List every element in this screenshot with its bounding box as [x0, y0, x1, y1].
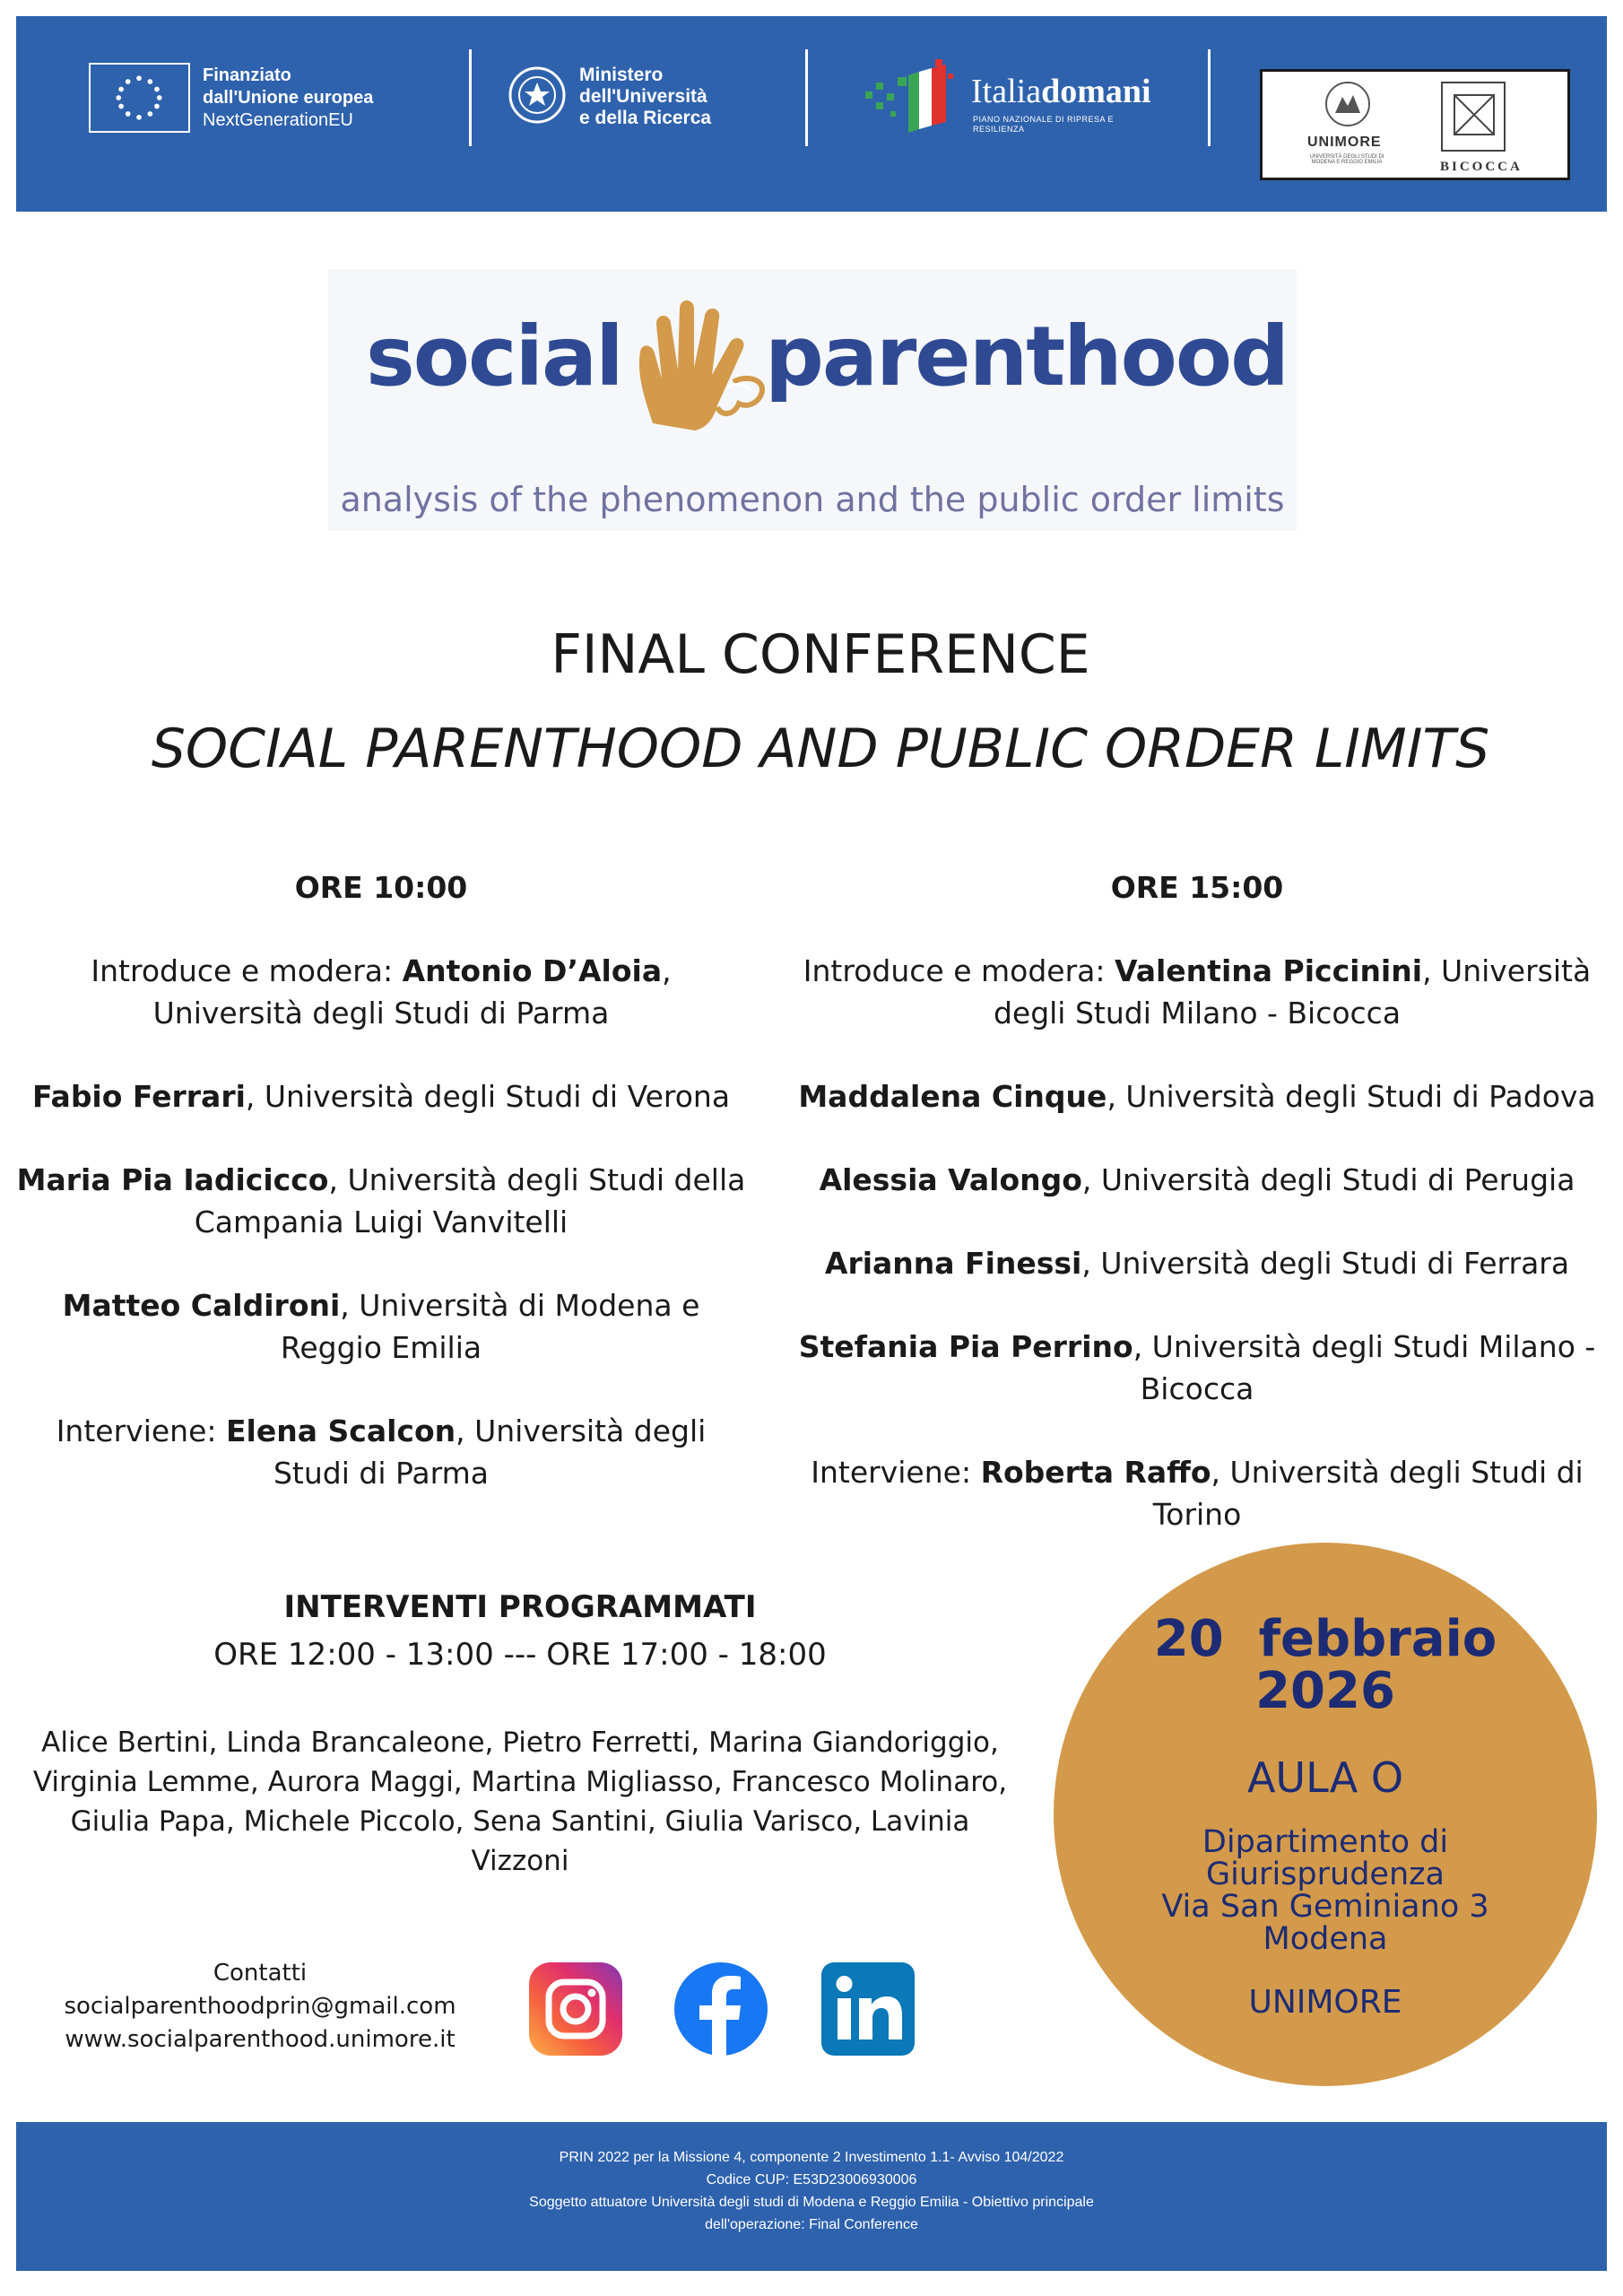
- session-time: ORE 15:00: [1110, 870, 1284, 905]
- speaker-entry: [16, 1075, 746, 1118]
- eu-line2: dall'Unione europea: [203, 88, 374, 108]
- morning-session: [16, 866, 746, 1535]
- contact-email-link[interactable]: socialparenthoodprin@gmail.com: [64, 1993, 456, 2020]
- speaker-name: Fabio Ferrari: [31, 1079, 246, 1114]
- speaker-name: Valentina Piccinini: [1114, 953, 1423, 988]
- session-time: ORE 10:00: [294, 870, 468, 905]
- speaker-affiliation: , Università degli Studi di Perugia: [1081, 1162, 1575, 1197]
- speaker-name: Arianna Finessi: [824, 1246, 1082, 1281]
- contacts-block: [54, 1957, 466, 2057]
- interventi-names: Alice Bertini, Linda Brancaleone, Pietro Ferretti, Marina Giandoriggio, Virginia Lemme, Aurora Maggi, Martina Migliasso, Francesco Molinaro, Giulia Papa, Michele Piccolo, Sena Santini, Giulia Varisco, Lavinia Vizzoni: [32, 1726, 1008, 1877]
- footer-line2: Codice CUP: E53D23006930006: [706, 2172, 917, 2187]
- italian-emblem-icon: [507, 65, 568, 126]
- footer-line3: Soggetto attuatore Università degli studi di Modena e Reggio Emilia - Obiettivo principale: [529, 2195, 1094, 2210]
- contact-website-link[interactable]: www.socialparenthood.unimore.it: [65, 2026, 456, 2053]
- speaker-name: Maria Pia Iadicicco: [16, 1162, 329, 1197]
- mur-line2: dell'Università: [579, 86, 707, 107]
- speaker-entry: [780, 1159, 1614, 1201]
- speaker-name: Stefania Pia Perrino: [798, 1329, 1133, 1364]
- speaker-affiliation: , Università degli Studi di Verona: [245, 1079, 731, 1114]
- speaker-affiliation: , Università degli Studi di Parma: [152, 953, 672, 1031]
- speaker-affiliation: , Università degli Studi di Ferrara: [1081, 1246, 1570, 1281]
- speaker-role: Introduce e modera:: [803, 953, 1115, 988]
- header-divider: [469, 49, 472, 146]
- event-date-day: 20 febbraio: [1153, 1610, 1497, 1668]
- speaker-affiliation: , Università degli Studi Milano - Bicocca: [1133, 1329, 1596, 1406]
- speaker-entry: [780, 1075, 1614, 1118]
- eu-flag-icon: [89, 63, 190, 133]
- venue-city: Modena: [1263, 1921, 1388, 1957]
- event-venue: [1054, 1826, 1597, 1955]
- conference-title: FINAL CONFERENCE: [551, 623, 1090, 686]
- event-date-year: 2026: [1255, 1662, 1395, 1720]
- speaker-name: Antonio D’Aloia: [402, 953, 663, 988]
- speaker-affiliation: , Università degli Studi di Padova: [1107, 1079, 1596, 1114]
- logo-word-parenthood: parenthood: [765, 309, 1288, 404]
- speaker-entry: [16, 1410, 746, 1494]
- speaker-entry: [780, 1326, 1614, 1410]
- footer-text: [16, 2146, 1607, 2236]
- bicocca-crest-icon: [1435, 79, 1511, 155]
- unimore-label: UNIMORE: [1307, 135, 1382, 150]
- event-room: AULA O: [1246, 1753, 1404, 1802]
- eu-line1: Finanziato: [203, 65, 291, 85]
- speaker-name: Maddalena Cinque: [798, 1079, 1107, 1114]
- speaker-entry: [780, 950, 1614, 1034]
- italiadomani-name: [971, 74, 1151, 109]
- italiadomani-subtitle: PIANO NAZIONALE DI RIPRESA E RESILIENZA: [973, 115, 1115, 134]
- speaker-affiliation: , Università degli Studi di Torino: [1152, 1455, 1584, 1532]
- header-divider: [805, 49, 808, 146]
- venue-dept-line1: Dipartimento di: [1202, 1824, 1449, 1860]
- italiadomani-flag-icon: [864, 56, 962, 145]
- conference-subtitle: SOCIAL PARENTHOOD AND PUBLIC ORDER LIMITS: [151, 718, 1490, 780]
- speaker-affiliation: , Università degli Studi di Parma: [273, 1413, 707, 1491]
- speaker-name: Roberta Raffo: [980, 1455, 1211, 1490]
- speaker-role: Introduce e modera:: [91, 953, 403, 988]
- facebook-icon[interactable]: [673, 1961, 769, 2057]
- hand-icon: [628, 289, 771, 441]
- mur-line1: Ministero: [579, 65, 664, 85]
- logo-tagline: analysis of the phenomenon and the public order limits: [340, 480, 1285, 519]
- italiadomani-name-a: Italia: [971, 73, 1042, 110]
- footer-line4: dell'operazione: Final Conference: [705, 2217, 918, 2232]
- speaker-name: Matteo Caldironi: [62, 1288, 341, 1323]
- instagram-icon[interactable]: [527, 1961, 624, 2057]
- venue-dept-line2: Giurisprudenza: [1206, 1857, 1445, 1892]
- speaker-role: Interviene:: [811, 1455, 981, 1490]
- contacts-label: Contatti: [213, 1960, 308, 1987]
- eu-funding-text: [203, 65, 373, 132]
- interventi-time: ORE 12:00 - 13:00 --- ORE 17:00 - 18:00: [213, 1637, 827, 1673]
- mur-line3: e della Ricerca: [579, 108, 712, 128]
- unimore-sublabel: UNIVERSITÀ DEGLI STUDI DI MODENA E REGGIO EMILIA: [1309, 154, 1384, 165]
- linkedin-icon[interactable]: [820, 1961, 916, 2057]
- mur-text: [579, 65, 711, 129]
- speaker-affiliation: , Università degli Studi Milano - Bicocca: [993, 953, 1592, 1031]
- speaker-role: Interviene:: [56, 1413, 226, 1448]
- header-divider: [1208, 49, 1211, 146]
- speaker-name: Alessia Valongo: [819, 1162, 1082, 1197]
- event-organizer: UNIMORE: [1248, 1984, 1402, 2021]
- unimore-crest-icon: [1323, 79, 1373, 129]
- speaker-entry: [780, 1451, 1614, 1535]
- speaker-entry: [780, 1242, 1614, 1284]
- speaker-affiliation: , Università degli Studi della Campania Luigi Vanvitelli: [194, 1162, 746, 1239]
- logo-word-social: social: [366, 309, 622, 404]
- speaker-name: Elena Scalcon: [226, 1413, 456, 1448]
- speaker-affiliation: , Università di Modena e Reggio Emilia: [280, 1288, 700, 1365]
- speaker-entry: [16, 950, 746, 1034]
- interventi-title: INTERVENTI PROGRAMMATI: [283, 1589, 757, 1625]
- venue-address: Via San Geminiano 3: [1161, 1889, 1489, 1925]
- bicocca-label: BICOCCA: [1440, 160, 1523, 174]
- speaker-entry: [16, 1284, 746, 1369]
- eu-line3: NextGenerationEU: [203, 110, 353, 130]
- italiadomani-name-b: domani: [1041, 73, 1151, 110]
- footer-line1: PRIN 2022 per la Missione 4, componente 2 Investimento 1.1- Avviso 104/2022: [559, 2150, 1064, 2165]
- afternoon-session: [780, 866, 1614, 1577]
- speaker-entry: [16, 1159, 746, 1243]
